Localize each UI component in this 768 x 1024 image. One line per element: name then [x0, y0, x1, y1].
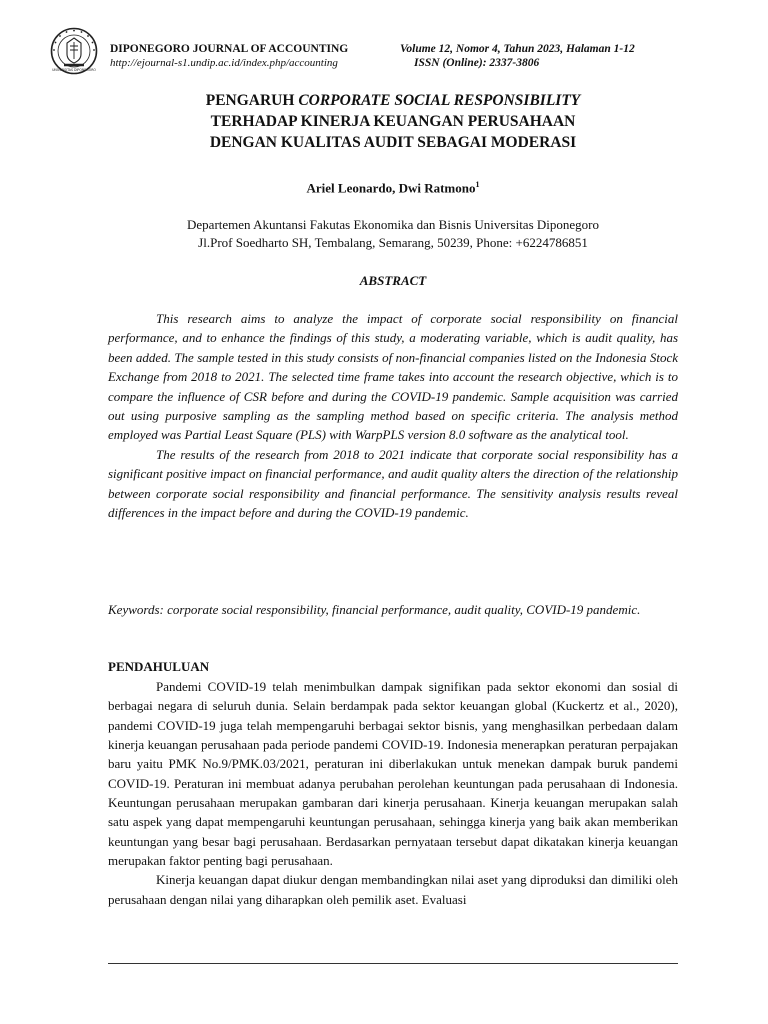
- abstract-paragraph-2: The results of the research from 2018 to 2021 indicate that corporate social responsibility has a significant positive impact on financial performance, and audit quality alters the direction of the relationship between corporate social responsibility and financial performance. The sensitivity analysis results reveal differences in the impact before and during the COVID-19 pandemic.: [108, 446, 678, 521]
- journal-volume: Volume 12, Nomor 4, Tahun 2023, Halaman 1-12: [400, 43, 635, 55]
- abstract-paragraph-1: This research aims to analyze the impact of corporate social responsibility on financial performance, and to enhance the findings of this study, a moderating variable, which is audit quality, has been added. The sample tested in this study consists of non-financial companies listed on the Indonesia Stock Exchange from 2018 to 2021. The selected time frame takes into account the research objective, which is to compare the influence of CSR before and during the COVID-19 pandemic. Sample acquisition was carried out using purposive sampling as the sampling method based on specific criteria. The analysis method employed was Partial Least Square (PLS) with WarpPLS version 8.0 software as the analytical tool.: [108, 311, 678, 443]
- title-line-1: PENGARUH CORPORATE SOCIAL RESPONSIBILITY: [205, 92, 581, 109]
- affiliation-line-1: Departemen Akuntansi Fakutas Ekonomika dan Bisnis Universitas Diponegoro: [187, 217, 599, 232]
- section-heading-pendahuluan: PENDAHULUAN: [108, 659, 210, 674]
- authors: Ariel Leonardo, Dwi Ratmono$^1$: [306, 180, 480, 196]
- journal-name: DIPONEGORO JOURNAL OF ACCOUNTING: [110, 43, 349, 55]
- author-footnote-mark: 1: [475, 180, 480, 189]
- body-paragraph-1: Pandemi COVID-19 telah menimbulkan dampak signifikan pada sektor ekonomi dan sosial di berbagai negara di seluruh dunia. Selain berdampak pada sektor keuangan global (Kuckertz et al., 2020), pandemi COVID-19 juga telah mempengaruhi berbagai sektor bisnis, yang menghasilkan perbedaan dalam kinerja keuangan perusahaan pada periode pandemi COVID-19. Indonesia menerapkan peraturan perpajakan baru yaitu PMK No.9/PMK.03/2021, peraturan ini diberlakukan untuk menekan dampak buruk pandemi COVID-19. Peraturan ini membuat adanya perubahan perolehan keuntungan pada perusahaan di Indonesia. Keuntungan perusahaan merupakan gambaran dari kinerja perusahaan. Kinerja keuangan merupakan salah satu aspek yang dapat mempengaruhi keuntungan perusahaan, sehingga kinerja yang baik akan memberikan keuntungan yang besar bagi perusahaan. Berdasarkan pernyataan tersebut dapat dikatakan kinerja keuangan merupakan faktor penting bagi perusahaan.: [108, 679, 678, 869]
- journal-issn: ISSN (Online): 2337-3806: [414, 57, 540, 69]
- footer-divider: [108, 963, 678, 964]
- abstract-body: [108, 309, 678, 522]
- journal-url: http://ejournal-s1.undip.ac.id/index.php/accounting: [110, 57, 338, 69]
- affiliation-line-2: Jl.Prof Soedharto SH, Tembalang, Semarang, 50239, Phone: +6224786851: [198, 235, 588, 250]
- body-paragraph-2: Kinerja keuangan dapat diukur dengan membandingkan nilai aset yang diproduksi dan dimiliki oleh perusahaan dengan nilai yang diharapkan oleh pemilik aset. Evaluasi: [108, 872, 678, 907]
- title-line-3: DENGAN KUALITAS AUDIT SEBAGAI MODERASI: [209, 134, 577, 151]
- title-line-2: TERHADAP KINERJA KEUANGAN PERUSAHAAN: [210, 113, 576, 130]
- abstract-heading: ABSTRACT: [359, 273, 427, 288]
- svg-text:UNIVERSITAS DIPONEGORO: UNIVERSITAS DIPONEGORO: [52, 68, 96, 72]
- section-body: [108, 677, 678, 909]
- university-logo-icon: [50, 27, 98, 75]
- keywords: Keywords: corporate social responsibility, financial performance, audit quality, COVID-19 pandemic.: [108, 602, 641, 617]
- affiliation: [108, 216, 678, 252]
- paper-title: [108, 90, 678, 153]
